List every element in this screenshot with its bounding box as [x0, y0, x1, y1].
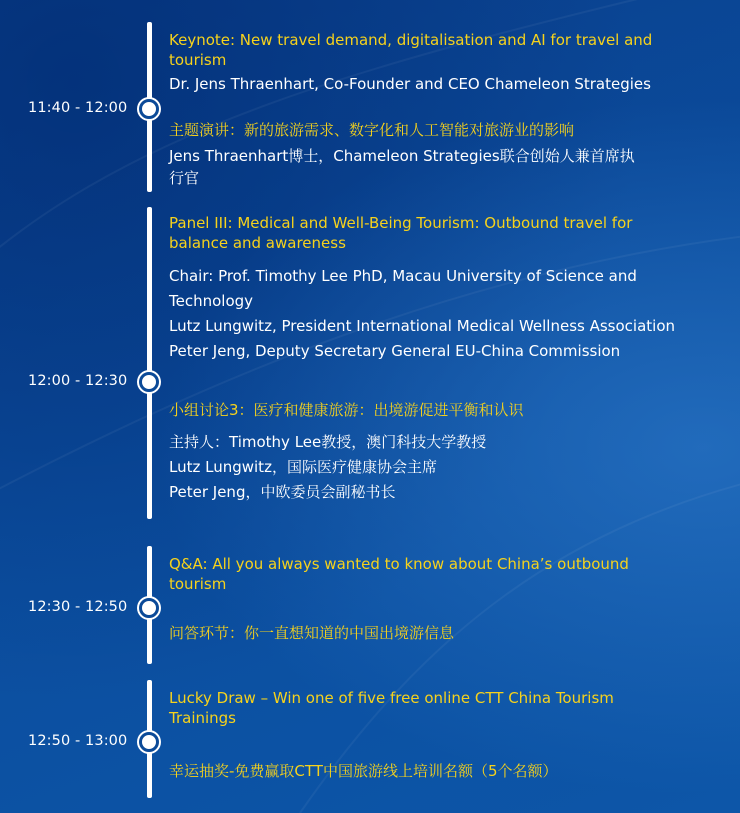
session-title-en: Q&A: All you always wanted to know about China’s outbound	[169, 555, 629, 573]
session-speaker-en: Dr. Jens Thraenhart, Co-Founder and CEO Chameleon Strategies	[169, 75, 651, 93]
session-title-zh: 主题演讲：新的旅游需求、数字化和人工智能对旅游业的影响	[169, 121, 575, 139]
session-title-en: Keynote: New travel demand, digitalisation and AI for travel and	[169, 31, 653, 49]
session-speaker-zh: 行官	[169, 169, 200, 187]
session-title-zh: 幸运抽奖-免费赢取CTT中国旅游线上培训名额（5个名额）	[169, 762, 558, 780]
session-speaker-zh: Jens Thraenhart博士，Chameleon Strategies联合创始人兼首席执	[169, 147, 635, 165]
timeline-node	[139, 372, 159, 392]
session-title-zh: 问答环节：你一直想知道的中国出境游信息	[169, 624, 455, 642]
session-speaker-en: Lutz Lungwitz, President International Medical Wellness Association	[169, 317, 676, 335]
session-title-zh: 小组讨论3：医疗和健康旅游：出境游促进平衡和认识	[169, 401, 524, 419]
session-time: 12:30 - 12:50	[28, 599, 128, 615]
session-speaker-zh: 主持人：Timothy Lee教授，澳门科技大学教授	[169, 433, 487, 451]
session-title-en: Lucky Draw – Win one of five free online CTT China Tourism	[169, 689, 614, 707]
session-title-en: Trainings	[169, 709, 237, 727]
session-title-en: Panel III: Medical and Well-Being Tourism: Outbound travel for	[169, 214, 633, 232]
session-time: 11:40 - 12:00	[28, 100, 128, 116]
session-speaker-zh: Lutz Lungwitz，国际医疗健康协会主席	[169, 458, 437, 476]
timeline-segment	[147, 207, 152, 519]
session-title-en: tourism	[169, 575, 227, 593]
session-time: 12:50 - 13:00	[28, 733, 128, 749]
session-speaker-zh: Peter Jeng，中欧委员会副秘书长	[169, 483, 396, 501]
session-time: 12:00 - 12:30	[28, 373, 128, 389]
session-speaker-en: Peter Jeng, Deputy Secretary General EU-China Commission	[169, 342, 621, 360]
timeline-node	[139, 598, 159, 618]
session-speaker-en: Technology	[169, 292, 254, 310]
timeline-node	[139, 99, 159, 119]
session-title-en: balance and awareness	[169, 234, 346, 252]
session-title-en: tourism	[169, 51, 227, 69]
session-speaker-en: Chair: Prof. Timothy Lee PhD, Macau University of Science and	[169, 267, 637, 285]
timeline-node	[139, 732, 159, 752]
